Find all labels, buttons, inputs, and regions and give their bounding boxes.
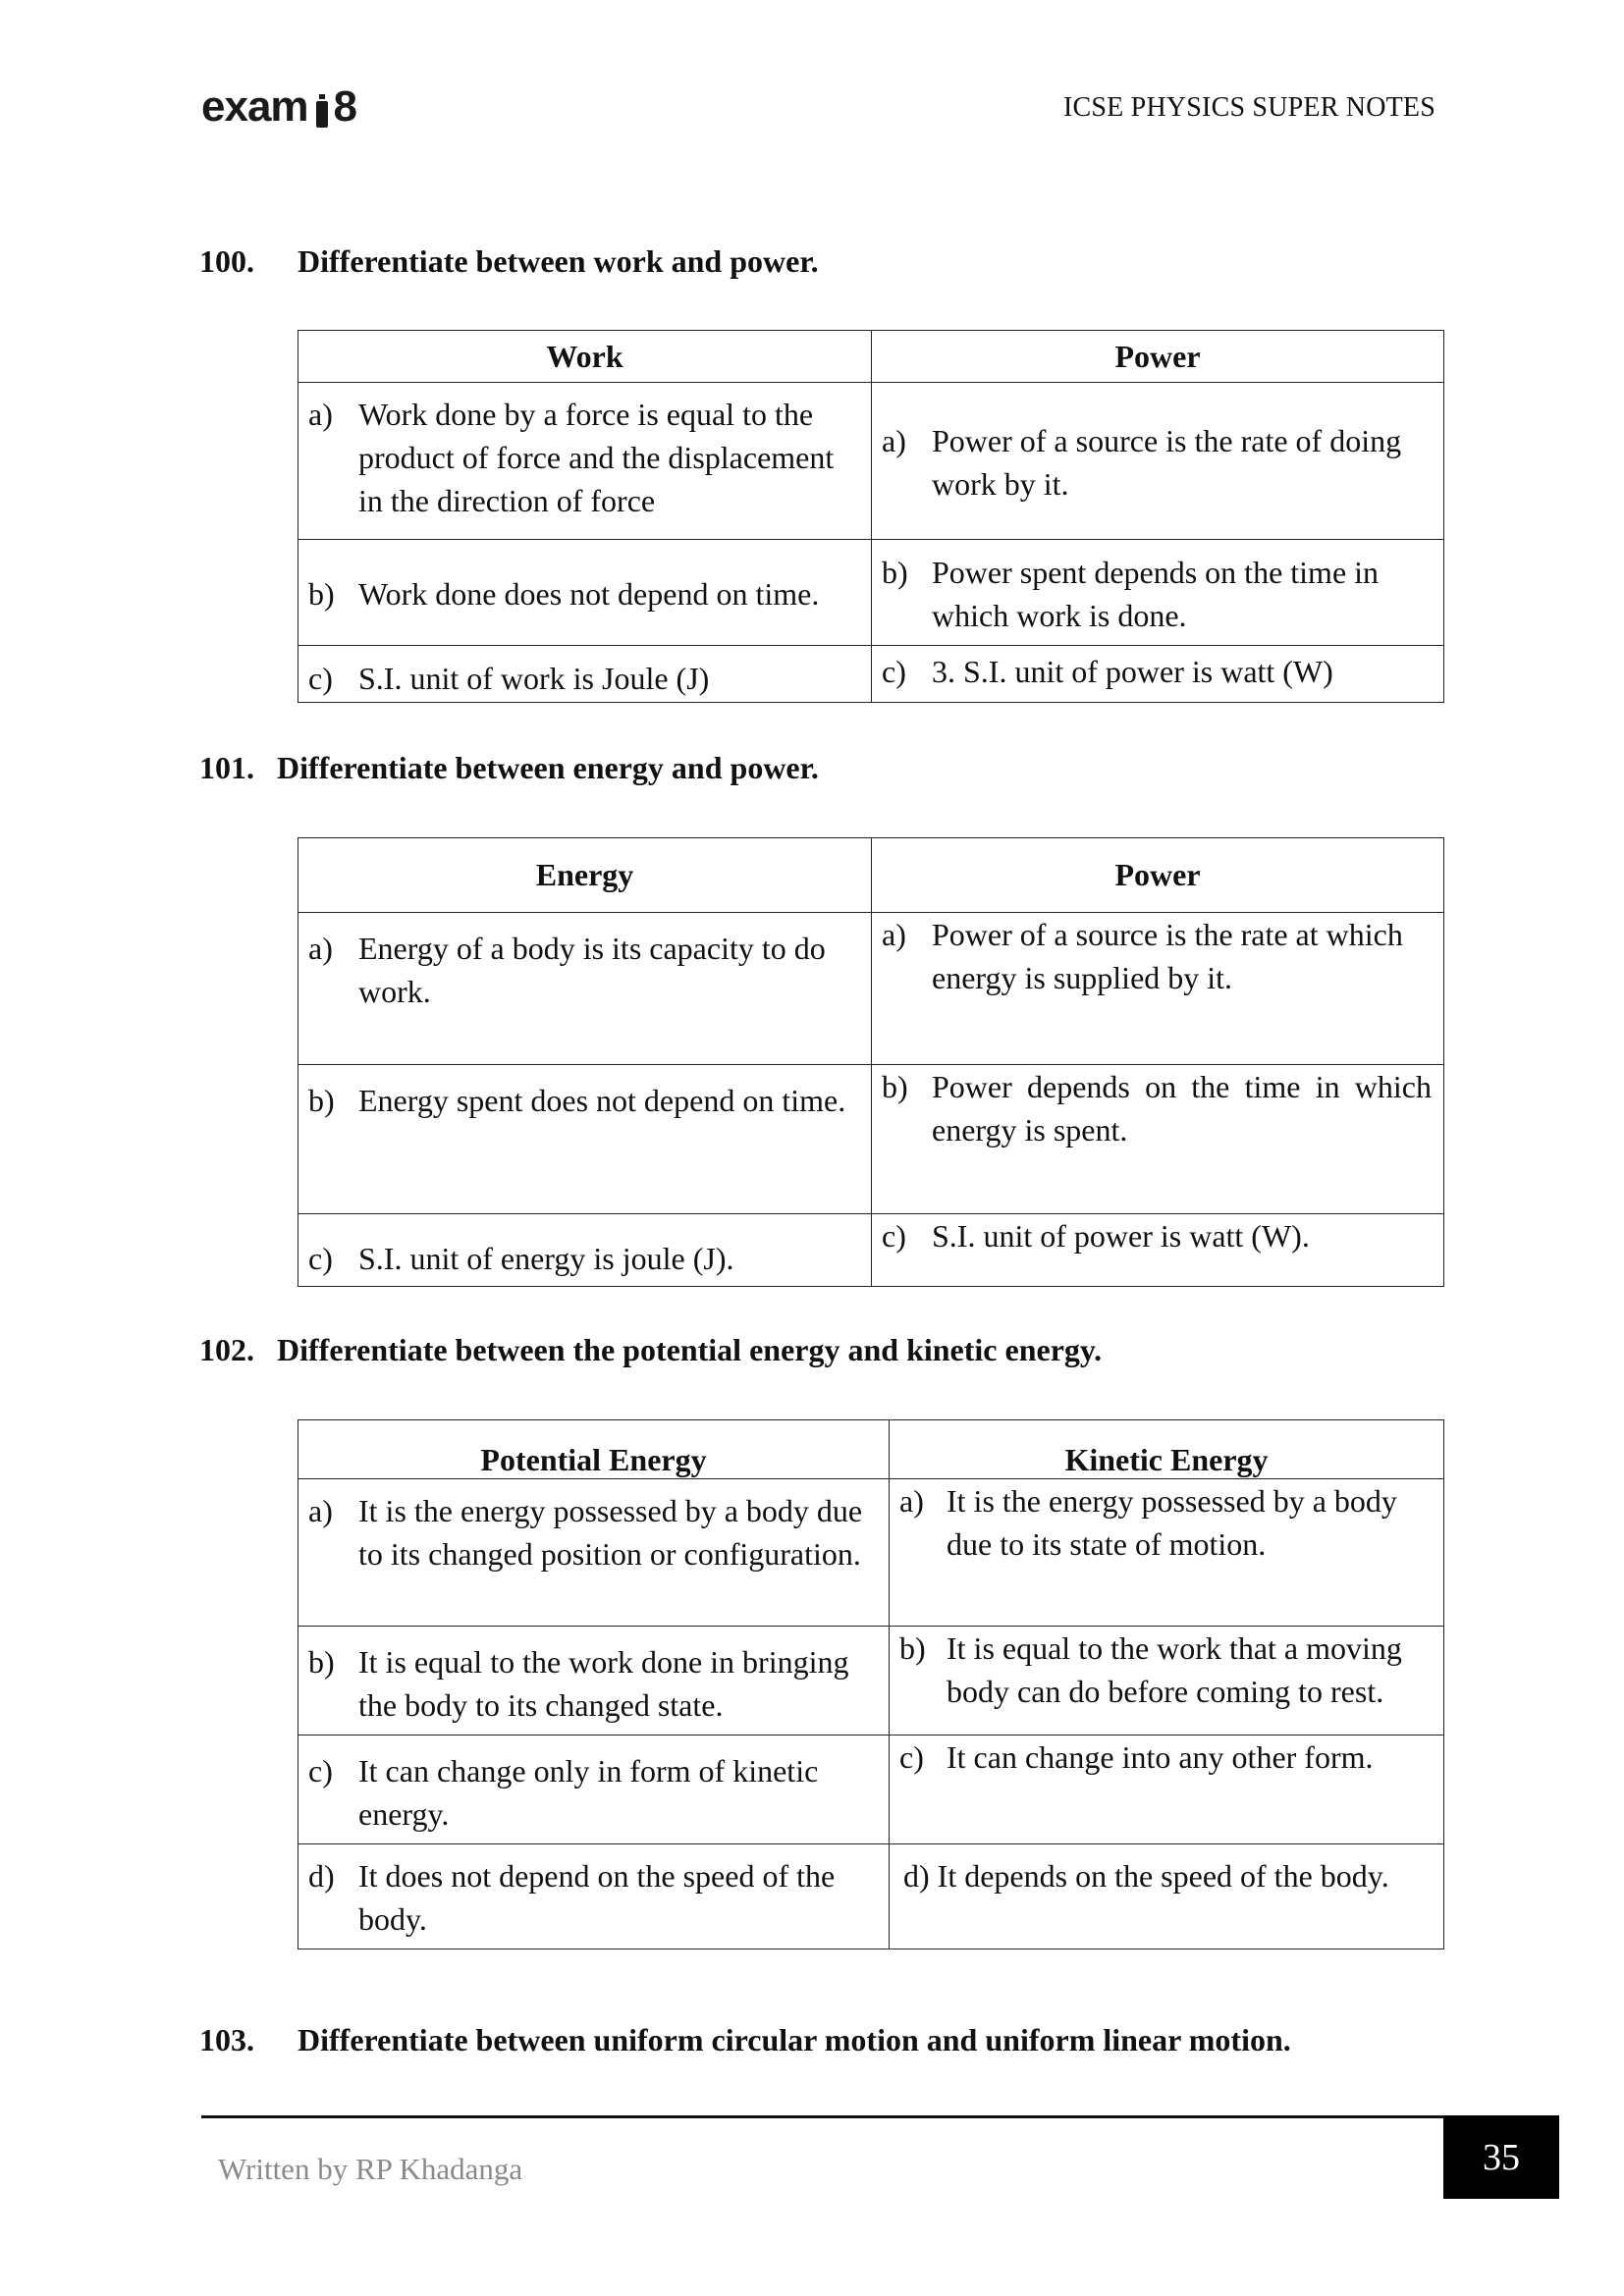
cell-text: It can change into any other form. (947, 1739, 1374, 1775)
row-label: c) (308, 661, 333, 696)
table-row (298, 1479, 1444, 1627)
row-label: a) (882, 917, 906, 952)
logo-text: exam (201, 82, 308, 131)
table-row (298, 1844, 1444, 1949)
cell-text: It is equal to the work done in bringing the body to its changed state. (358, 1644, 849, 1723)
table-potential-kinetic (298, 1419, 1444, 1949)
cell-text: It does not depend on the speed of the body. (358, 1858, 836, 1937)
question-101 (199, 750, 819, 786)
question-number: 103. (199, 2022, 254, 2057)
row-label: b) (308, 575, 335, 612)
column-header: Power (872, 331, 1444, 383)
cell-text: Energy spent does not depend on time. (358, 1083, 846, 1118)
row-label: d) (308, 1858, 335, 1894)
row-label: c) (308, 1753, 333, 1789)
column-header: Energy (298, 838, 872, 913)
cell-text: It can change only in form of kinetic energy. (358, 1753, 819, 1832)
column-header: Kinetic Energy (890, 1420, 1444, 1479)
row-label: b) (899, 1630, 926, 1666)
cell-text: Work done does not depend on time. (358, 575, 820, 612)
exam18-logo (201, 82, 356, 132)
table-work-power (298, 330, 1444, 703)
table-energy-power (298, 837, 1444, 1287)
page-number: 35 (1443, 2115, 1559, 2199)
cell-text: It is equal to the work that a moving body can do before coming to rest. (947, 1630, 1402, 1709)
row-label: a) (899, 1483, 924, 1519)
cell-text: Power of a source is the rate of doing work by it. (932, 422, 1402, 502)
question-text: Differentiate between uniform circular motion and uniform linear motion. (298, 2022, 1291, 2057)
table-row (298, 913, 1444, 1065)
cell-text: 3. S.I. unit of power is watt (W) (932, 654, 1333, 689)
row-label: a) (882, 422, 906, 458)
question-103 (199, 2022, 1291, 2058)
question-text: Differentiate between energy and power. (277, 750, 819, 785)
column-header: Work (298, 331, 872, 383)
question-number: 100. (199, 243, 254, 279)
question-number: 101. (199, 750, 254, 785)
question-text: Differentiate between the potential energy and kinetic energy. (277, 1332, 1103, 1367)
row-label: c) (308, 1241, 333, 1276)
cell-text: S.I. unit of power is watt (W). (932, 1218, 1310, 1254)
row-label: a) (308, 397, 333, 432)
cell-text: Power depends on the time in which energy is spent. (932, 1069, 1432, 1148)
column-header: Power (872, 838, 1444, 913)
cell-text: Power of a source is the rate at which energy is supplied by it. (932, 917, 1403, 995)
table-row (298, 1065, 1444, 1214)
table-row (298, 1627, 1444, 1735)
question-number: 102. (199, 1332, 254, 1367)
row-label: a) (308, 931, 333, 966)
header-title: ICSE PHYSICS SUPER NOTES (1063, 92, 1435, 123)
question-text: Differentiate between work and power. (298, 243, 819, 279)
cell-text: It is the energy possessed by a body due to its changed position or configuration. (358, 1493, 863, 1572)
row-label: b) (882, 1069, 908, 1104)
logo-suffix: 8 (333, 82, 357, 131)
row-label: c) (899, 1739, 924, 1775)
row-label: a) (308, 1493, 333, 1528)
table-row (298, 1214, 1444, 1287)
cell-text: It is the energy possessed by a body due to its state of motion. (947, 1483, 1397, 1562)
cell-text: Power spent depends on the time in which work is done. (932, 554, 1380, 633)
table-row (298, 646, 1444, 703)
row-label: d) (903, 1858, 930, 1894)
row-label: c) (882, 654, 906, 689)
row-label: b) (882, 554, 908, 590)
cell-text: S.I. unit of energy is joule (J). (358, 1241, 734, 1276)
table-row (298, 540, 1444, 646)
cell-text: It depends on the speed of the body. (937, 1858, 1389, 1894)
row-label: c) (882, 1218, 906, 1254)
footer-author: Written by RP Khadanga (218, 2152, 523, 2186)
question-100 (199, 243, 819, 280)
column-header: Potential Energy (298, 1420, 890, 1479)
cell-text: S.I. unit of work is Joule (J) (358, 661, 710, 696)
bottle-icon (314, 94, 330, 128)
question-102 (199, 1332, 1102, 1368)
footer-divider (201, 2115, 1443, 2118)
cell-text: Work done by a force is equal to the product of force and the displacement in the direction of force (358, 397, 835, 518)
table-row (298, 1735, 1444, 1844)
row-label: b) (308, 1644, 335, 1680)
cell-text: Energy of a body is its capacity to do work. (358, 931, 826, 1009)
table-row (298, 383, 1444, 540)
row-label: b) (308, 1083, 335, 1118)
